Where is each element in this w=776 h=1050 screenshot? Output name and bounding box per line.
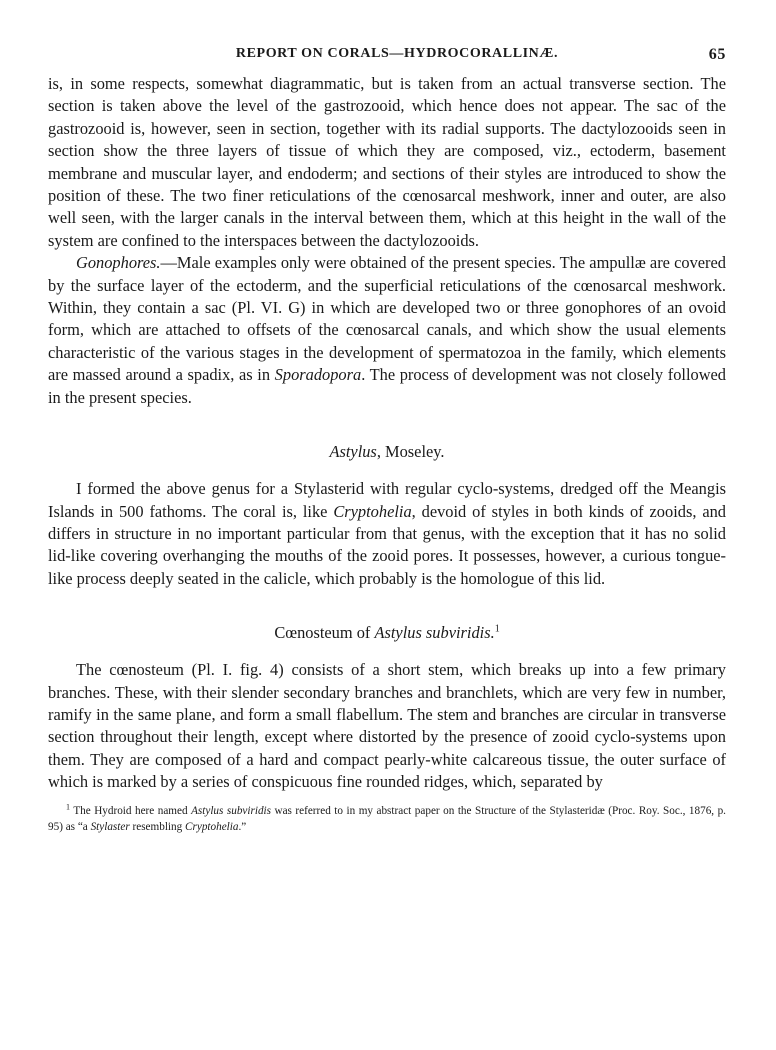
genus-cryptohelia: Cryptohelia <box>333 501 412 521</box>
page-number: 65 <box>708 46 726 63</box>
page <box>48 46 726 835</box>
running-head <box>48 46 726 70</box>
heading-astylus-genus: Astylus <box>329 442 377 462</box>
body-text-coenosteum <box>48 659 726 793</box>
body-text-astylus <box>48 478 726 590</box>
paragraph-astylus <box>48 478 726 590</box>
footnote-stylaster: Stylaster <box>90 820 130 833</box>
gonophores-text-b: . The process of development was not closely followed in the present species. <box>48 365 726 407</box>
gonophores-lead: Gonophores. <box>76 253 161 273</box>
paragraph-coenosteum: The cœnosteum (Pl. I. fig. 4) consists of a short stem, which breaks up into a few primary branches. These, with their slender secondary branches and branchlets, which are very few in number, ramify in the same plane, and form a small flabellum. The stem and branches are circular in transverse section throughout their length, except where distorted by the presence of zooid cyclo-systems upon them. They are composed of a hard and compact pearly-white calcareous tissue, the outer surface of which is marked by a series of conspicuous fine rounded ridges, which, separated by <box>48 660 726 792</box>
footnote-genus: Cryptohelia <box>185 820 239 833</box>
footnote-text-b: was referred to in my abstract paper on the Structure of the Stylasteridæ (Proc. Roy. Soc., 1876, p. 95) as “a <box>48 804 726 833</box>
paragraph-section-description: is, in some respects, somewhat diagrammatic, but is taken from an actual transverse section. The section is taken above the level of the gastrozooid, which hence does not appear. The sac of the gastrozooid is, however, seen in section, together with its radial supports. The dactylozooids seen in section show the three layers of tissue of which they are composed, viz., ectoderm, basement membrane and muscular layer, and endoderm; and sections of their styles are introduced to show the position of these. The two finer reticulations of the cœnosarcal meshwork, inner and outer, are also well seen, with the larger canals in the interval between them, which at this height in the wall of the system are confined to the interspaces between the dactylozooids. <box>48 74 726 250</box>
gonophores-text-a: —Male examples only were obtained of the present species. The ampullæ are covered by the surface layer of the ectoderm, and the superficial reticulations of the cœnosarcal meshwork. Within, they contain a sac (Pl. VI. G) in which are developed two or three gonophores of an ovoid form, which are attached to offsets of the cœnosarcal canals, and which show the usual elements characteristic of the various stages in the development of spermatozoa in the family, which elements are massed around a spadix, as in <box>48 253 726 385</box>
heading-astylus-author: , Moseley. <box>376 442 445 462</box>
heading-coenosteum-prefix: Cœnosteum of <box>274 623 375 643</box>
footnote-text-c: resembling <box>129 820 186 833</box>
footnote-reference: 1 <box>494 623 500 635</box>
astylus-text-b: , devoid of styles in both kinds of zooids, and differs in structure in no important particular from that genus, with the exception that it has no solid lid-like covering overhanging the mouths of the zooid pores. It possesses, however, a curious tongue-like process deeply seated in the calicle, which probably is the homologue of this lid. <box>48 501 726 588</box>
footnote-species: Astylus subviridis <box>191 804 272 817</box>
footnote-text-a: The Hydroid here named <box>73 804 192 817</box>
heading-coenosteum <box>48 623 726 643</box>
body-text <box>48 73 726 409</box>
running-title: REPORT ON CORALS—HYDROCORALLINÆ. <box>235 46 559 61</box>
heading-astylus <box>48 442 726 462</box>
footnote-number: 1 <box>66 801 70 811</box>
footnote <box>48 803 726 835</box>
paragraph-gonophores <box>48 252 726 409</box>
astylus-text-a: I formed the above genus for a Stylasterid with regular cyclo-systems, dredged off the Meangis Islands in 500 fathoms. The coral is, like <box>48 479 726 521</box>
heading-coenosteum-species: Astylus subviridis. <box>374 623 495 643</box>
genus-sporadopora: Sporadopora <box>274 365 362 385</box>
footnote-text-d: .” <box>238 820 247 833</box>
